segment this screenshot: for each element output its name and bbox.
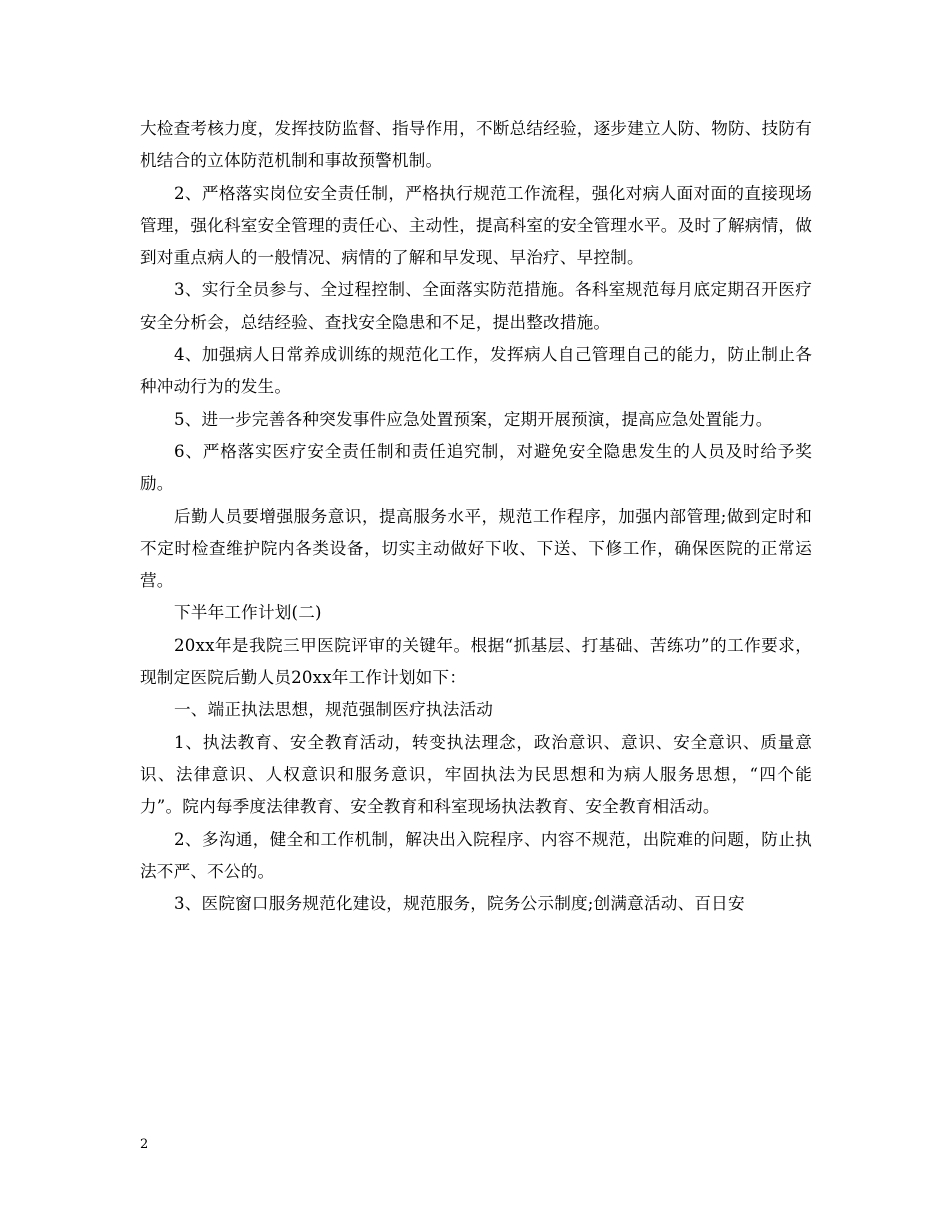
paragraph-11: 1、执法教育、安全教育活动，转变执法理念，政治意识、意识、安全意识、质量意识、法律意识、人权意识和服务意识，牢固执法为民思想和为病人服务思想，“四个能力”。院内每季度法律教育、安全教育和科室现场执法教育、安全教育相活动。 — [140, 732, 812, 817]
document-body — [140, 113, 812, 920]
paragraph-7: 后勤人员要增强服务意识，提高服务水平，规范工作程序，加强内部管理;做到定时和不定时检查维护院内各类设备，切实主动做好下收、下送、下修工作，确保医院的正常运营。 — [140, 506, 812, 591]
paragraph-2: 2、严格落实岗位安全责任制，严格执行规范工作流程，强化对病人面对面的直接现场管理，强化科室安全管理的责任心、主动性，提高科室的安全管理水平。及时了解病情，做到对重点病人的一般情况、病情的了解和早发现、早治疗、早控制。 — [140, 183, 812, 268]
paragraph-5: 5、进一步完善各种突发事件应急处置预案，定期开展预演，提高应急处置能力。 — [174, 409, 773, 429]
paragraph-4: 4、加强病人日常养成训练的规范化工作，发挥病人自己管理自己的能力，防止制止各种冲动行为的发生。 — [140, 345, 812, 397]
paragraph-13: 3、医院窗口服务规范化建设，规范服务，院务公示制度;创满意活动、百日安 — [174, 894, 745, 914]
paragraph-9: 20xx年是我院三甲医院评审的关键年。根据“抓基层、打基础、苦练功”的工作要求，现制定医院后勤人员20xx年工作计划如下： — [140, 635, 812, 688]
subsection-heading: 一、端正执法思想，规范强制医疗执法活动 — [174, 700, 494, 720]
paragraph-12: 2、多沟通，健全和工作机制，解决出入院程序、内容不规范，出院难的问题，防止执法不严、不公的。 — [140, 829, 812, 881]
paragraph-1: 大检查考核力度，发挥技防监督、指导作用，不断总结经验，逐步建立人防、物防、技防有机结合的立体防范机制和事故预警机制。 — [140, 119, 812, 171]
paragraph-3: 3、实行全员参与、全过程控制、全面落实防范措施。各科室规范每月底定期召开医疗安全分析会，总结经验、查找安全隐患和不足，提出整改措施。 — [140, 280, 812, 332]
paragraph-6: 6、严格落实医疗安全责任制和责任追究制，对避免安全隐患发生的人员及时给予奖励。 — [140, 441, 812, 494]
section-heading: 下半年工作计划(二) — [174, 603, 322, 623]
page-number: 2 — [140, 1137, 149, 1152]
